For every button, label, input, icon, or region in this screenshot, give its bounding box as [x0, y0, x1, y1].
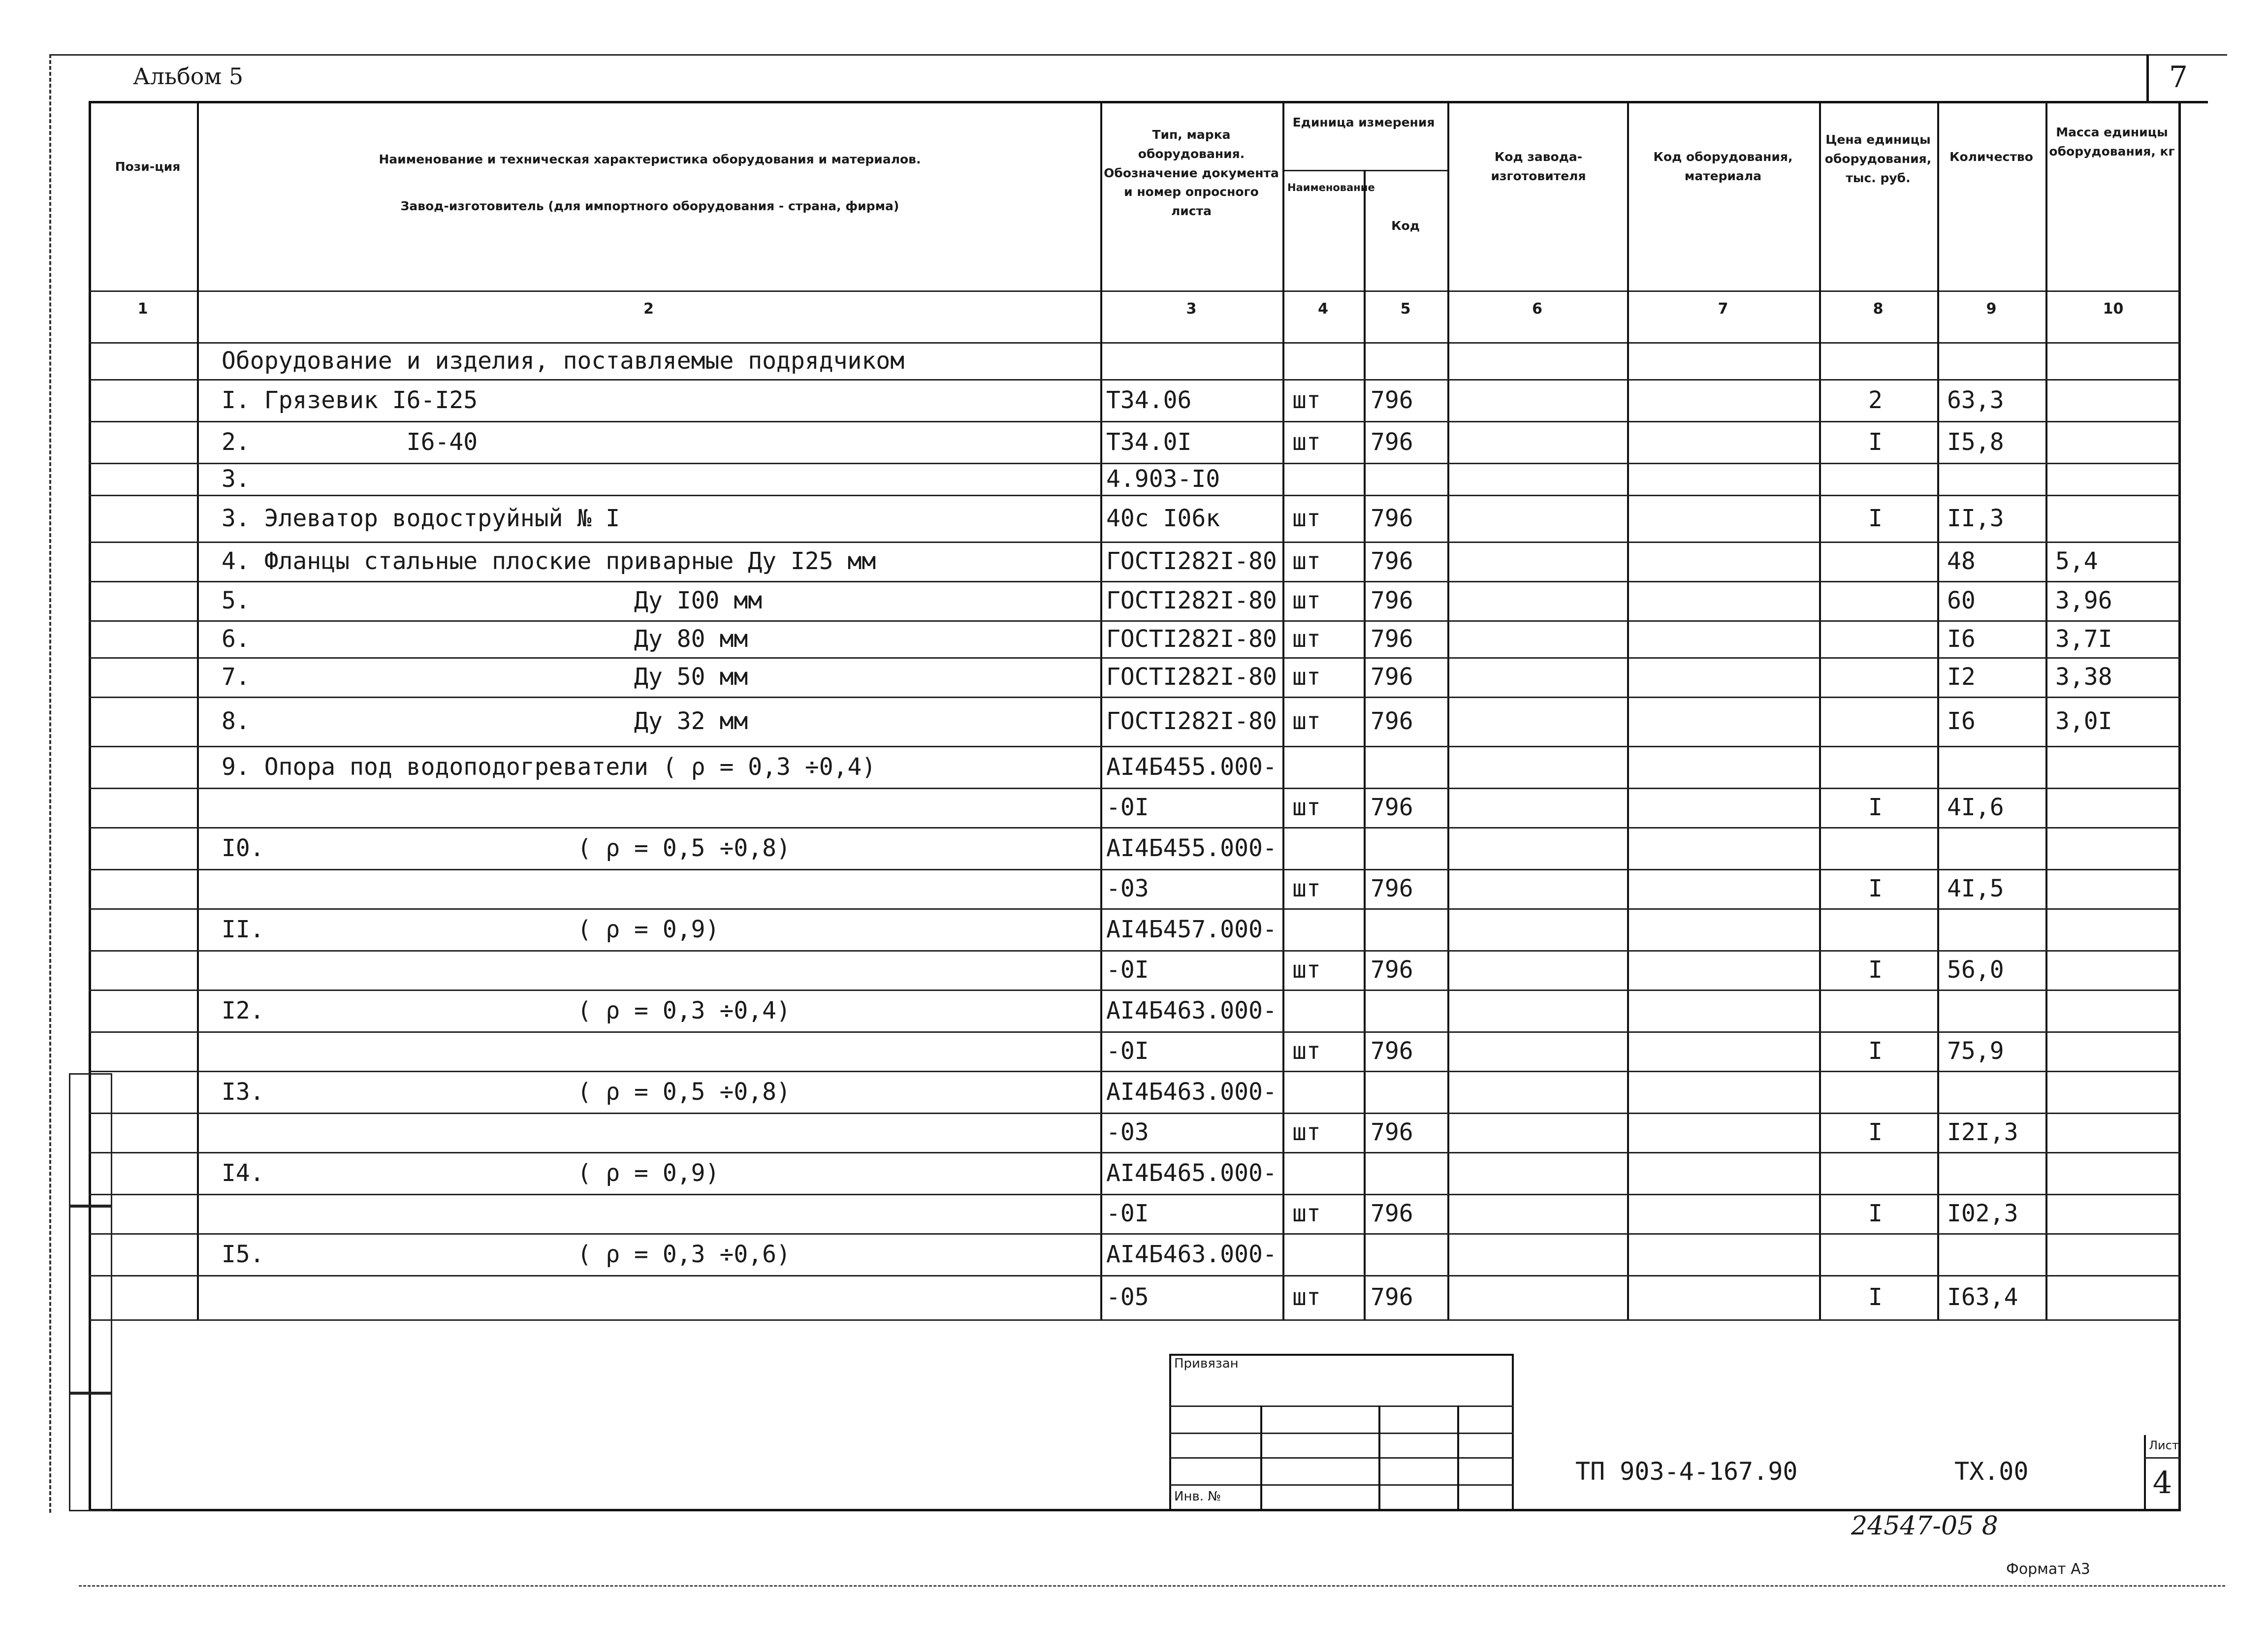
cell-type: ГОСТI282I-80	[1106, 625, 1277, 653]
col-header-unit-code: Код	[1391, 219, 1420, 233]
column-line	[1282, 101, 1284, 1319]
cell-price: I	[1868, 1283, 1883, 1311]
row-line	[89, 1194, 2181, 1195]
cell-qty: 60	[1947, 587, 1976, 614]
cell-type: АI4Б457.000-	[1106, 915, 1277, 943]
cell-qty: 4I,5	[1947, 875, 2004, 902]
cell-code: 796	[1371, 625, 1413, 653]
row-line	[89, 1031, 2181, 1033]
cell-code: 796	[1371, 547, 1413, 575]
row-line	[89, 1233, 2181, 1235]
cell-qty: 56,0	[1947, 956, 2004, 984]
cell-unit: шт	[1292, 1118, 1321, 1146]
cell-code: 796	[1371, 1037, 1413, 1065]
cell-type: -03	[1106, 875, 1149, 902]
cell-price: I	[1868, 504, 1883, 532]
stamp-line	[1169, 1484, 1514, 1486]
cell-name: 4. Фланцы стальные плоские приварные Ду I25 мм	[222, 547, 876, 575]
cell-unit: шт	[1292, 1200, 1321, 1227]
stamp-vline	[1260, 1405, 1262, 1511]
col-header-name-2: Завод-изготовитель (для импортного оборудования - страна, фирма)	[400, 199, 899, 213]
cell-qty: 48	[1947, 547, 1976, 575]
cell-name: 9. Опора под водоподогреватели ( ρ = 0,3 ÷0,4)	[222, 753, 876, 781]
cell-type: ГОСТI282I-80	[1106, 663, 1277, 691]
stamp-vline	[1457, 1405, 1459, 1511]
cell-price: I	[1868, 1200, 1883, 1227]
cell-type: ГОСТI282I-80	[1106, 587, 1277, 614]
stamp-privyazan: Привязан	[1174, 1356, 1239, 1371]
row-line	[89, 542, 2181, 543]
cell-code: 796	[1371, 428, 1413, 456]
sheet-number: 4	[2152, 1465, 2172, 1500]
col-header-position: Пози-ция	[115, 160, 181, 174]
cell-unit: шт	[1292, 875, 1321, 902]
cell-name: 6. Ду 80 мм	[222, 625, 748, 653]
col-header-price: Цена единицы оборудования, тыс. руб.	[1824, 132, 1932, 185]
cell-code: 796	[1371, 587, 1413, 614]
cell-qty: II,3	[1947, 504, 2004, 532]
cell-name: I4. ( ρ = 0,9)	[222, 1159, 720, 1187]
row-line	[89, 657, 2181, 659]
bottom-cut-line	[79, 1585, 2225, 1587]
row-line	[89, 1113, 2181, 1114]
cell-unit: шт	[1292, 386, 1321, 414]
cell-code: 796	[1371, 956, 1413, 984]
cell-unit: шт	[1292, 794, 1321, 821]
cell-qty: I63,4	[1947, 1283, 2018, 1311]
cell-type: АI4Б463.000-	[1106, 1240, 1277, 1268]
cell-price: I	[1868, 875, 1883, 902]
cell-unit: шт	[1292, 1283, 1321, 1311]
cell-unit: шт	[1292, 956, 1321, 984]
col-header-mass: Масса единицы оборудования, кг	[2049, 125, 2175, 159]
cell-qty: I2I,3	[1947, 1118, 2018, 1146]
cell-name: I0. ( ρ = 0,5 ÷0,8)	[222, 834, 791, 862]
stamp-vline	[1378, 1405, 1380, 1511]
cell-qty: I5,8	[1947, 428, 2004, 456]
cell-qty: I6	[1947, 625, 1976, 653]
cell-unit: шт	[1292, 587, 1321, 614]
col-header-name-1: Наименование и техническая характеристика оборудования и материалов.	[379, 152, 921, 166]
cell-unit: шт	[1292, 428, 1321, 456]
cell-price: I	[1868, 1118, 1883, 1146]
row-line	[89, 788, 2181, 789]
column-line	[197, 101, 199, 1319]
col-header-unit-name: Наименование	[1287, 182, 1375, 193]
row-line	[89, 1275, 2181, 1277]
column-number: 9	[1986, 300, 1997, 318]
cell-mass: 3,96	[2055, 587, 2112, 614]
cell-name: II. ( ρ = 0,9)	[222, 915, 720, 943]
row-line	[89, 421, 2181, 422]
row-line	[89, 463, 2181, 464]
album-label: Альбом 5	[133, 63, 244, 90]
stamp-inv: Инв. №	[1174, 1489, 1221, 1504]
stamp-line	[1169, 1433, 1514, 1434]
cell-type: 40с I06к	[1106, 504, 1220, 532]
cell-price: I	[1868, 428, 1883, 456]
cell-qty: I2	[1947, 663, 1976, 691]
row-line	[89, 908, 2181, 910]
row-line	[89, 950, 2181, 952]
cell-type: -03	[1106, 1118, 1149, 1146]
unit-subcolumn-line	[1364, 170, 1366, 290]
left-strip-box-1	[69, 1073, 112, 1206]
row-line	[89, 746, 2181, 747]
cell-type: -0I	[1106, 794, 1149, 821]
cell-type: -05	[1106, 1283, 1149, 1311]
top-page-number: 7	[2146, 54, 2208, 103]
column-number: 1	[137, 300, 148, 318]
row-line	[89, 581, 2181, 582]
cell-code: 796	[1371, 707, 1413, 735]
cell-code: 796	[1371, 1118, 1413, 1146]
cell-unit: шт	[1292, 547, 1321, 575]
handwritten-inventory-number: 24547-05 8	[1851, 1511, 1998, 1541]
cell-unit: шт	[1292, 504, 1321, 532]
cell-type: ГОСТI282I-80	[1106, 547, 1277, 575]
cell-name: 7. Ду 50 мм	[222, 663, 748, 691]
stamp-line	[1169, 1457, 1514, 1459]
cell-price: 2	[1868, 386, 1883, 414]
cell-name: 5. Ду I00 мм	[222, 587, 763, 614]
col-header-type: Тип, марка оборудования. Обозначение документа и номер опросного листа	[1104, 128, 1279, 218]
column-number: 7	[1718, 300, 1728, 318]
cell-name: 3.	[222, 465, 250, 493]
cell-code: 796	[1371, 663, 1413, 691]
column-number: 8	[1873, 300, 1884, 318]
col-header-factory-code: Код завода-изготовителя	[1491, 150, 1586, 183]
cell-name: 3. Элеватор водоструйный № I	[222, 504, 620, 532]
cell-type: -0I	[1106, 1200, 1149, 1227]
stamp-line	[1169, 1405, 1514, 1407]
cell-unit: шт	[1292, 625, 1321, 653]
column-number: 2	[643, 300, 654, 318]
cell-unit: шт	[1292, 707, 1321, 735]
cell-name: Оборудование и изделия, поставляемые подрядчиком	[222, 347, 905, 375]
row-line	[89, 869, 2181, 870]
document-suffix: ТХ.00	[1954, 1457, 2029, 1486]
left-strip-box-3	[69, 1393, 112, 1511]
cell-price: I	[1868, 794, 1883, 821]
cell-type: АI4Б463.000-	[1106, 1078, 1277, 1106]
cell-type: АI4Б455.000-	[1106, 834, 1277, 862]
cell-name: 2. I6-40	[222, 428, 478, 456]
column-line	[1819, 101, 1821, 1319]
row-line	[89, 827, 2181, 829]
row-line	[89, 379, 2181, 381]
cell-mass: 3,7I	[2055, 625, 2112, 653]
column-number: 3	[1186, 300, 1197, 318]
row-line	[89, 1152, 2181, 1153]
cell-type: 4.903-I0	[1106, 465, 1220, 493]
column-number: 10	[2103, 300, 2124, 318]
cell-name: I. Грязевик I6-I25	[222, 386, 478, 414]
cell-mass: 5,4	[2055, 547, 2098, 575]
cell-qty: I6	[1947, 707, 1976, 735]
cell-type: АI4Б465.000-	[1106, 1159, 1277, 1187]
cell-type: АI4Б455.000-	[1106, 753, 1277, 781]
document-code: ТП 903-4-167.90	[1575, 1457, 1798, 1486]
cell-code: 796	[1371, 386, 1413, 414]
cell-mass: 3,0I	[2055, 707, 2112, 735]
cell-qty: 63,3	[1947, 386, 2004, 414]
cell-price: I	[1868, 1037, 1883, 1065]
col-header-material-code: Код оборудования, материала	[1653, 150, 1793, 183]
row-line	[89, 697, 2181, 698]
row-line	[89, 1319, 2181, 1321]
cell-price: I	[1868, 956, 1883, 984]
column-line	[1100, 101, 1102, 1319]
cell-qty: I02,3	[1947, 1200, 2018, 1227]
row-line	[89, 620, 2181, 622]
cell-qty: 75,9	[1947, 1037, 2004, 1065]
row-line	[89, 495, 2181, 496]
col-header-quantity: Количество	[1949, 150, 2033, 164]
cell-type: ГОСТI282I-80	[1106, 707, 1277, 735]
cell-unit: шт	[1292, 1037, 1321, 1065]
cell-mass: 3,38	[2055, 663, 2112, 691]
cell-code: 796	[1371, 794, 1413, 821]
sheet-label: Лист	[2149, 1438, 2179, 1452]
cell-type: -0I	[1106, 1037, 1149, 1065]
cell-qty: 4I,6	[1947, 794, 2004, 821]
cell-code: 796	[1371, 1200, 1413, 1227]
sheet-number-divider	[2144, 1457, 2181, 1459]
column-number: 4	[1318, 300, 1328, 318]
cell-code: 796	[1371, 504, 1413, 532]
cell-name: 8. Ду 32 мм	[222, 707, 748, 735]
cell-name: I2. ( ρ = 0,3 ÷0,4)	[222, 996, 791, 1024]
cell-unit: шт	[1292, 663, 1321, 691]
column-number: 6	[1532, 300, 1542, 318]
cell-type: Т34.0I	[1106, 428, 1192, 456]
cell-name: I5. ( ρ = 0,3 ÷0,6)	[222, 1240, 791, 1268]
column-line	[1364, 290, 1366, 1319]
cell-name: I3. ( ρ = 0,5 ÷0,8)	[222, 1078, 791, 1106]
format-label: Формат А3	[2006, 1561, 2090, 1578]
row-line	[89, 1071, 2181, 1072]
column-line	[1447, 101, 1449, 1319]
cell-type: АI4Б463.000-	[1106, 996, 1277, 1024]
column-line	[1627, 101, 1629, 1319]
cell-type: Т34.06	[1106, 386, 1192, 414]
colnum-bottom-line	[89, 342, 2181, 344]
column-number: 5	[1400, 300, 1411, 318]
cell-code: 796	[1371, 1283, 1413, 1311]
cell-type: -0I	[1106, 956, 1149, 984]
col-header-unit: Единица измерения	[1292, 115, 1435, 129]
column-line	[2045, 101, 2047, 1319]
row-line	[89, 990, 2181, 991]
column-line	[1937, 101, 1939, 1319]
cell-code: 796	[1371, 875, 1413, 902]
header-bottom-line	[89, 290, 2181, 292]
